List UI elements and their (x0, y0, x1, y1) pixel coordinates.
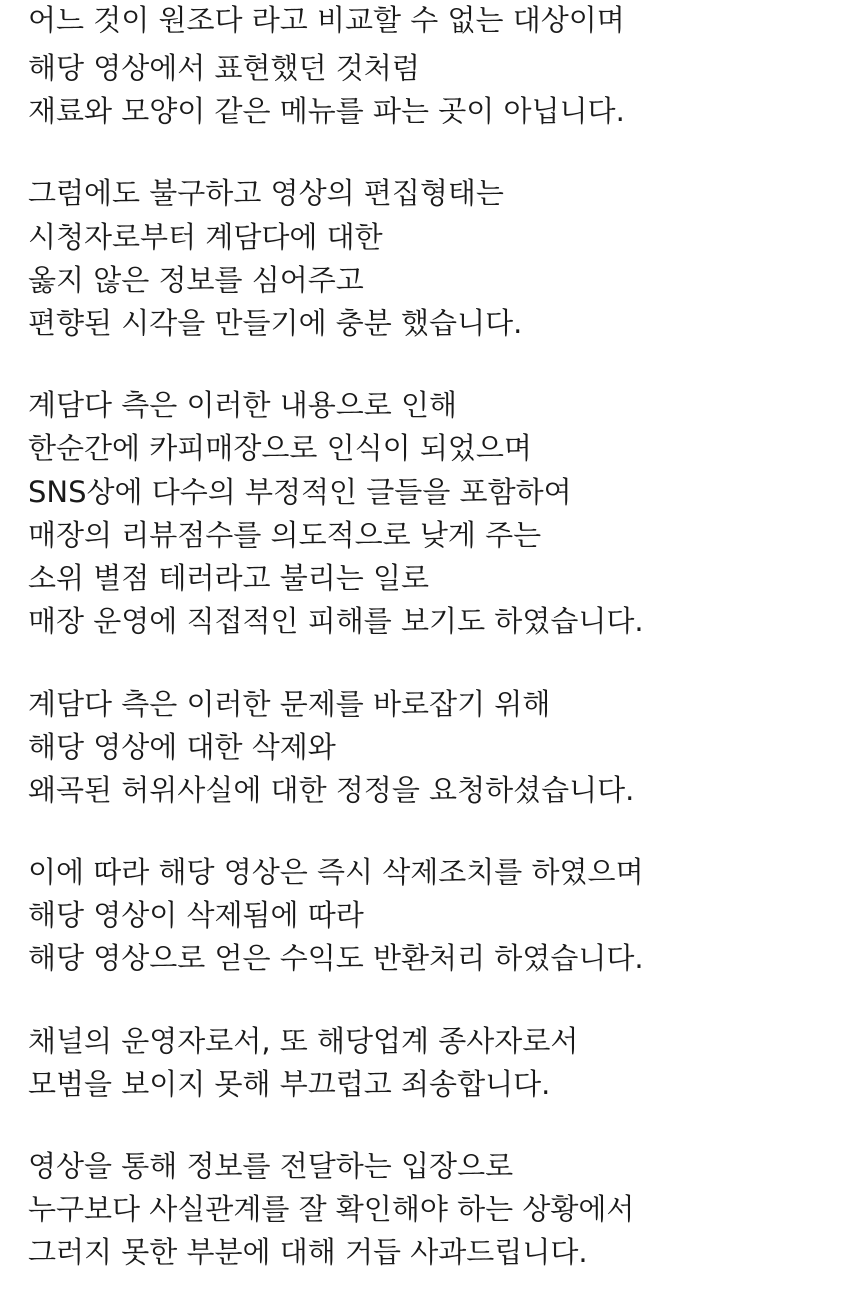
text-line: 해당 영상으로 얻은 수익도 반환처리 하였습니다. (28, 941, 644, 975)
text-line: 재료와 모양이 같은 메뉴를 파는 곳이 아닙니다. (28, 94, 625, 128)
text-line: 소위 별점 테러라고 불리는 일로 (28, 561, 430, 595)
text-line: 해당 영상에서 표현했던 것처럼 (28, 51, 420, 85)
text-line: 어느 것이 원조다 라고 비교할 수 없는 대상이며 (28, 3, 625, 37)
text-line: 계담다 측은 이러한 문제를 바로잡기 위해 (28, 687, 551, 721)
text-line: 해당 영상이 삭제됨에 따라 (28, 898, 364, 932)
text-line: 시청자로부터 계담다에 대한 (28, 220, 383, 254)
text-line: 계담다 측은 이러한 내용으로 인해 (28, 388, 458, 422)
text-line: 그러지 못한 부분에 대해 거듭 사과드립니다. (28, 1235, 588, 1269)
text-line: 왜곡된 허위사실에 대한 정정을 요청하셨습니다. (28, 773, 635, 807)
text-line: 옳지 않은 정보를 심어주고 (28, 263, 364, 297)
text-line: 해당 영상에 대한 삭제와 (28, 730, 336, 764)
text-line: 매장 운영에 직접적인 피해를 보기도 하였습니다. (28, 604, 644, 638)
text-line: 채널의 운영자로서, 또 해당업계 종사자로서 (28, 1024, 579, 1058)
text-line: 누구보다 사실관계를 잘 확인해야 하는 상황에서 (28, 1192, 635, 1226)
text-line: 편향된 시각을 만들기에 충분 했습니다. (28, 306, 523, 340)
text-line: 모범을 보이지 못해 부끄럽고 죄송합니다. (28, 1067, 551, 1101)
text-line: 매장의 리뷰점수를 의도적으로 낮게 주는 (28, 518, 542, 552)
text-line: 그럼에도 불구하고 영상의 편집형태는 (28, 176, 504, 210)
text-line: SNS상에 다수의 부정적인 글들을 포함하여 (28, 475, 572, 509)
text-line: 한순간에 카피매장으로 인식이 되었으며 (28, 431, 532, 465)
text-line: 영상을 통해 정보를 전달하는 입장으로 (28, 1149, 514, 1183)
text-line: 이에 따라 해당 영상은 즉시 삭제조치를 하였으며 (28, 855, 644, 889)
